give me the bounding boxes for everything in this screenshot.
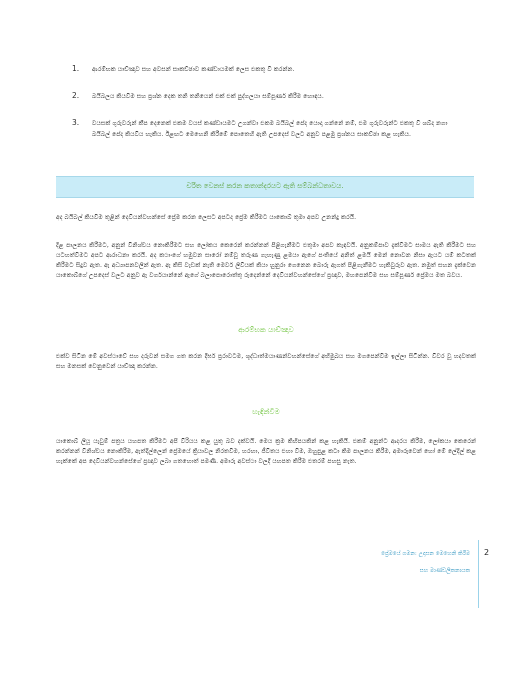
banner-title: චරිත වෙනස් කරන කතාන්දරයට ඇති සම්බන්ධතාවය. xyxy=(186,182,344,190)
heading-opening-prayer: ආරම්භක යාච්ඤාව xyxy=(238,325,294,334)
intro-paragraph: අද බයිබල් කියවීම තුළින් දෙවියන්වහන්සේ ප්‍රේම කරන ලෙසට අපටද ප්‍රේම කිරීමට යාකොබ් තුමා අපව උනන්දු කරයි. xyxy=(56,214,357,221)
footer-title: ප්‍රේමයේ ගමන: උදාසන මෙහෙනි කිරීම xyxy=(381,551,470,557)
list-item-3 xyxy=(72,118,452,140)
page-number: 2 xyxy=(484,548,490,557)
list-item-2 xyxy=(72,91,452,102)
footer-subtitle: සහ මාණ්ඩලිකනායක xyxy=(419,568,470,574)
list-number: 3. xyxy=(72,118,80,127)
list-item-1 xyxy=(72,64,452,75)
list-number: 1. xyxy=(72,64,80,73)
footer-divider xyxy=(478,540,479,608)
body-paragraph-2: එක්ව සිටින මේ අවස්ථාවේ සහ දරුවන් සමග ගත කරන දීර්ඝ ප්‍රරාවටම, ශුද්ධාත්මයාණන්වහන්සේගේ අභිමුඛය සහ මගපෙන්වීම ඉල්ලා සිටින්න. විවර වූ හදවතක් සහ මනසක් වෙනුවෙන් යාච්ඤා කරන්න. xyxy=(56,353,476,370)
list-number: 2. xyxy=(72,91,80,100)
section-banner xyxy=(56,176,474,198)
heading-introduction: හැඳින්වීම xyxy=(252,407,280,416)
body-paragraph-1: දිළ පාලනය කිරීමට, අනුන් විනිශ්චය නොකිරීමට සහ ලෝකය කෙරෙන් කරන්නන් පිළිගැනීමට එතුමා අපව කැඳවයි. අනුකම්පාව දැක්වීමට සාමය ඇති කිරීමට සහ යටහත්වීමට අපට ආරාධනා කරයි. අද කථාංගේ හමුවන සාරෝ නම්වූ තරුණ ගැහැණු ළමයා ඇගේ පංතියේ අනිත් ළමයි මෙන් නොවන නිසා ඇයට යම් කටතක් කිරීමට සිදුව ඇත. ඇ අධ්‍යාපනවලින් ඇත. ඇ කිසි වැඩක් නැති මෙවර් ලිවීයක් කියා හුනුරා ගෙනෙන බොරු ඇගත් පිළිගැනීමට හැකිවුරුව ඇත. නමුත් සහන දැක්වෙන යාකොබ්ගේ උපදෙස් වලට අනුව ඇ වර්ගයාන්නේ ඇගේ බලාපොරොත්තු රුදෙන්නේ දෙවියන්වහන්සේගේ ප්‍රඥාව, මහපෙන්වීම සහ සම්පූර්ණ ප්‍රේමය මත බවය. xyxy=(56,242,476,279)
body-paragraph-3: යාකොබ් ලියූ යැවුම් පත්‍රය යහපත කිරීමට අපි විරියය කළ යුතු බව දක්වයි. මෙය ක්‍රම කිහිපයකින් කළ හැකියි. එකම් අනුන්ට ආදරය කිරීම, ලෝකයා කෙරෙන් කරන්නන් විනිශ්චය නොකිරීම, ඇත්දිල්ලෙන් ප්‍රේමයේ ක්‍රියාවල නිරතවීම, හරහා, ජීවිතය එහා වීම, ඔහුපුළ කටා කිම පාලනය කිරීම, අමාරුවෙන් හෝ මේ ලේදිල් කළ හැක්කේ අප දෙවියන්වහන්සේගේ ප්‍රඥාව ලබා ගතහොත් පමණි. අමාරු අවස්ථා වලදී යහපත කිරීම එතරම් පහසු නැත. xyxy=(56,438,476,465)
list-text: බයිබලය කියවීම සහ ප්‍රශ්න දෙක තනි තනියෙන් එක් එක් පුද්ගලයා සම්පූර්ණ කිරීම හොඳය. xyxy=(92,93,324,100)
list-text: ආරම්භක යාච්ඤාව සහ අවසන් සාකච්ඡාව කණ්ඩායමක් ලෙස එකතු වී කරන්න. xyxy=(92,66,295,73)
list-text: වයසක් ගුරුවරුන් කීප දෙනෙක් එකම වයස් කණ්ඩායමට උගන්වා එකම බයිබල් පේද යොදා ගන්නේ නම්, එම ගුරුවරුන්ට එකතු වී ශබ්ද නගා බයිබල් පේද කියවිය හැකිය. ඊළඟට මෙහෙනි කිරීමේ පොතෙහි ඇති උපදෙස් වලට අනුව පළමු ප්‍රශ්නය සාකච්ඡා කළ හැකිය. xyxy=(92,120,448,138)
